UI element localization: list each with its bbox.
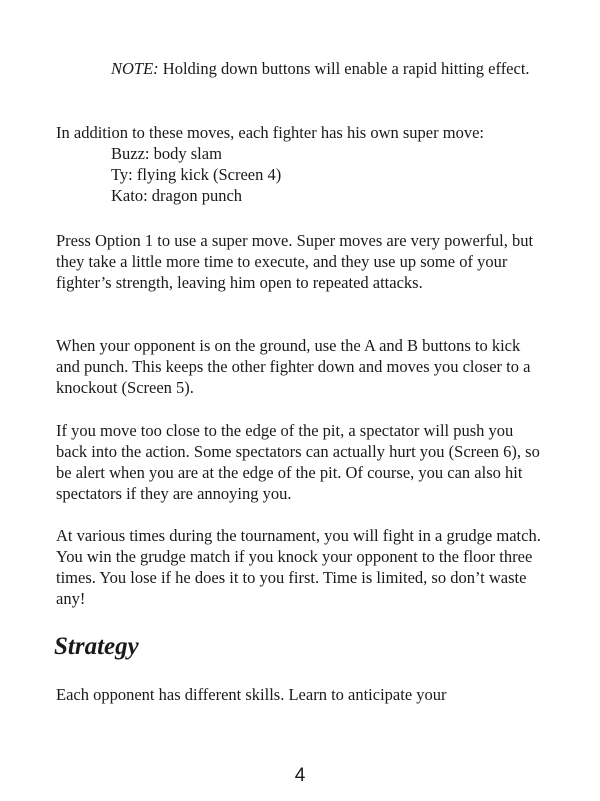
grudge-match-paragraph: At various times during the tournament, you will fight in a grudge match. You win the grudge match if you knock your opponent to the floor three times. You lose if he does it to you first. Time is limited, so don’t waste any! (56, 526, 541, 608)
note-paragraph (111, 58, 551, 79)
list-item: Kato: dragon punch (111, 186, 243, 205)
note-text: Holding down buttons will enable a rapid hitting effect. (158, 59, 530, 78)
super-move-usage-paragraph: Press Option 1 to use a super move. Super moves are very powerful, but they take a little more time to execute, and they use up some of your fighter’s strength, leaving him open to repeated attacks. (56, 231, 534, 292)
super-moves-intro: In addition to these moves, each fighter has his own super move: (56, 123, 484, 142)
super-moves-list (111, 143, 281, 206)
strategy-heading: Strategy (54, 633, 139, 660)
note-label: NOTE: (111, 59, 159, 78)
page-number: 4 (294, 765, 306, 786)
strategy-paragraph: Each opponent has different skills. Learn to anticipate your (56, 685, 447, 704)
opponent-ground-paragraph: When your opponent is on the ground, use the A and B buttons to kick and punch. This keeps the other fighter down and moves you closer to a knockout (Screen 5). (56, 336, 531, 397)
list-item: Buzz: body slam (111, 144, 222, 163)
pit-edge-paragraph: If you move too close to the edge of the pit, a spectator will push you back into the action. Some spectators can actually hurt you (Screen 6), so be alert when you are at the edge of the pit. Of course, you can also hit spectators if they are annoying you. (56, 421, 540, 503)
list-item: Ty: flying kick (Screen 4) (111, 165, 282, 184)
